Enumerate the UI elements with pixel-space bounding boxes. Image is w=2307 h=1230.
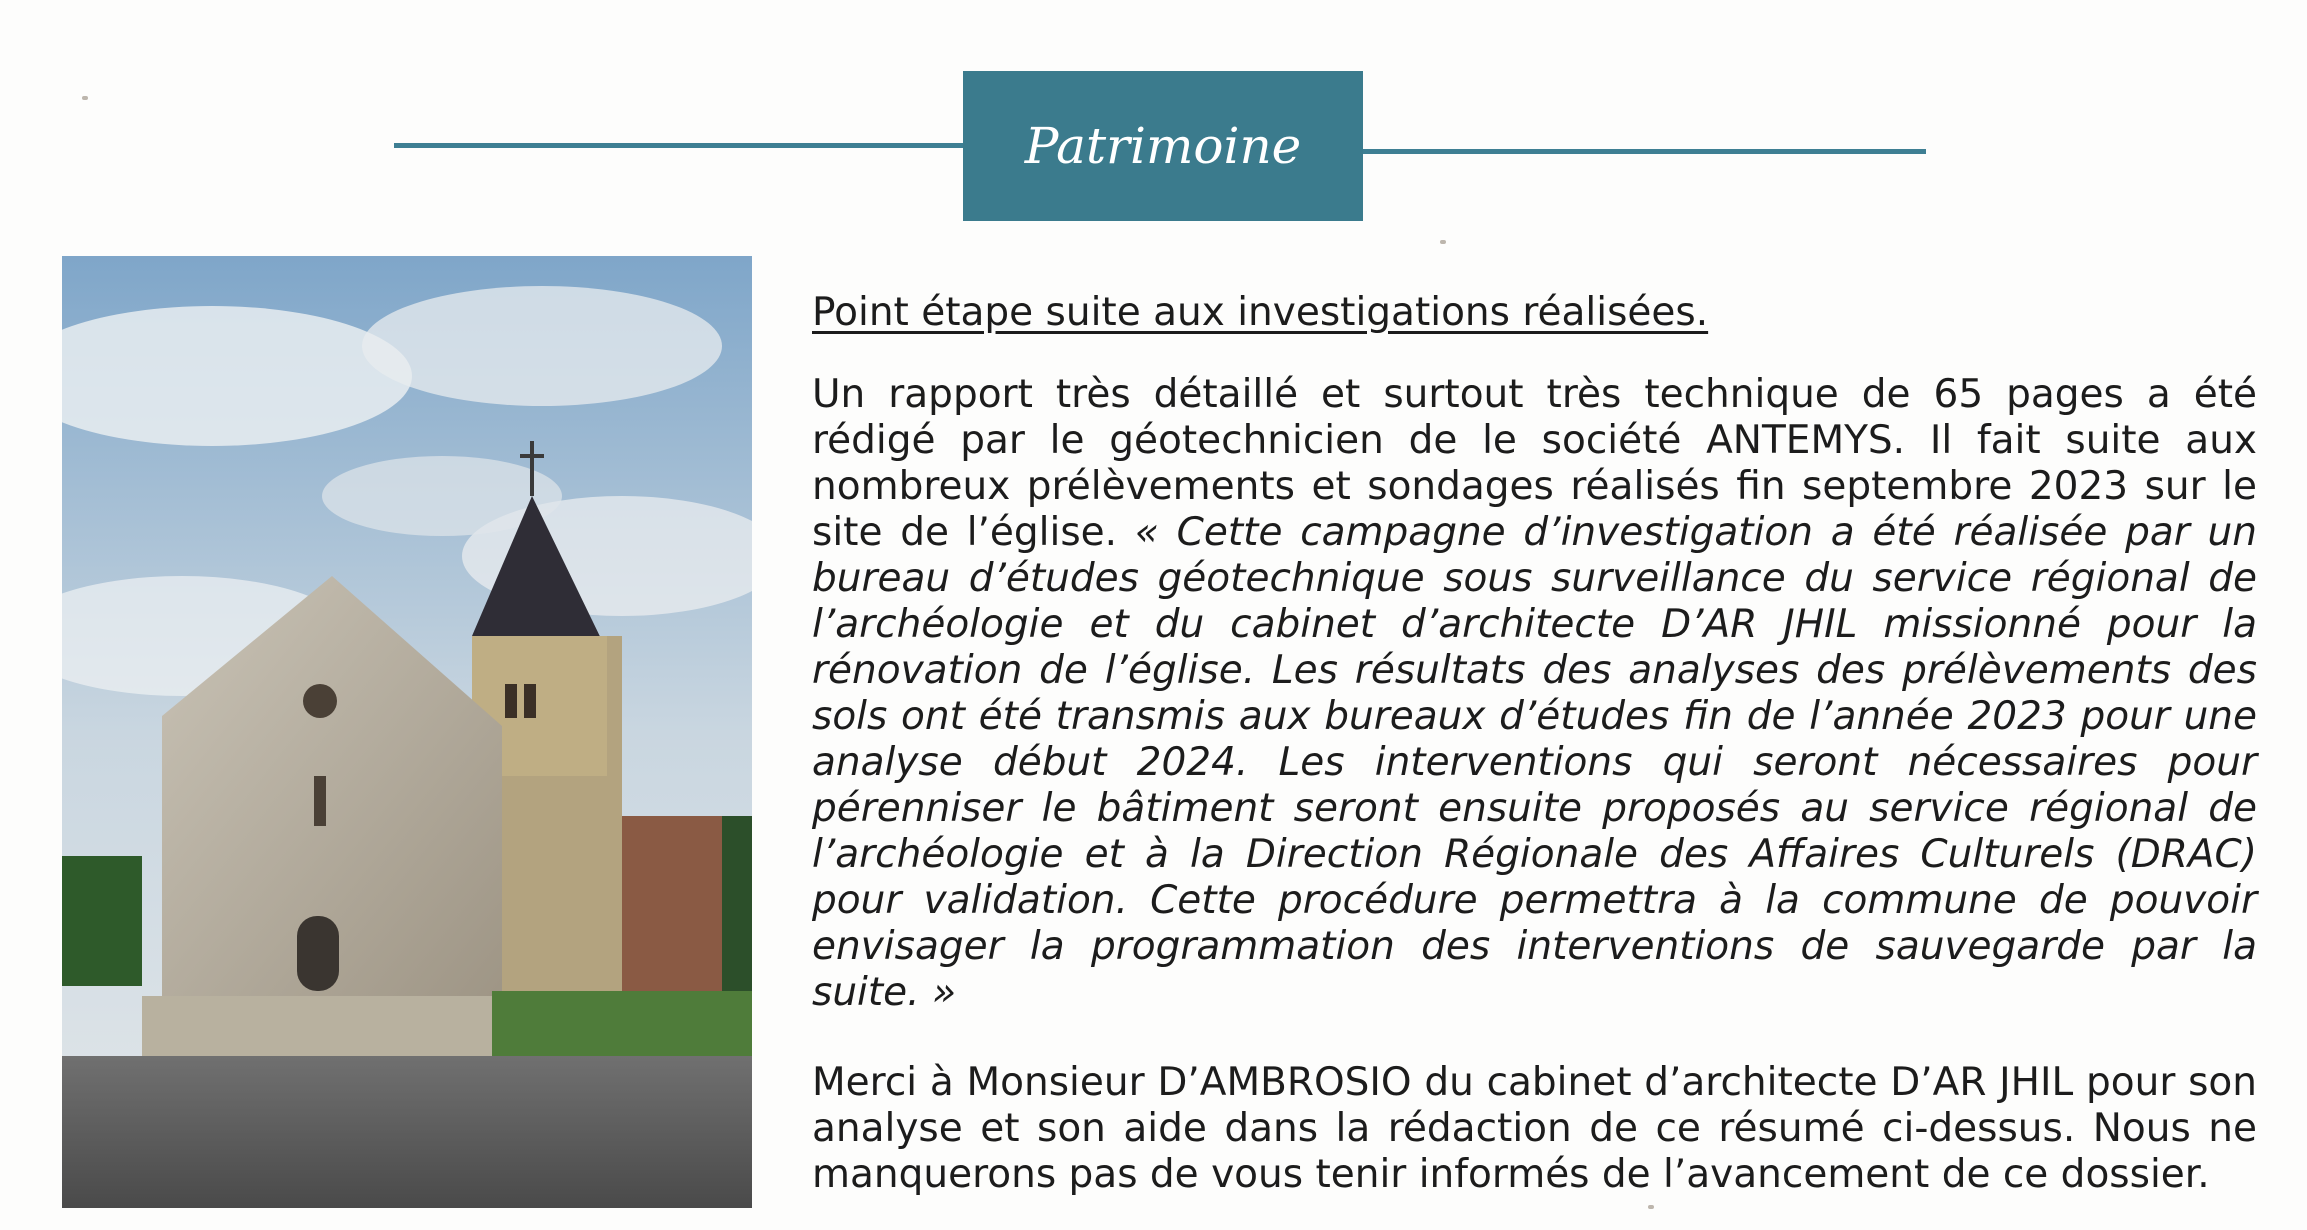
scan-speck xyxy=(1440,240,1446,244)
scan-speck xyxy=(82,96,88,100)
paragraph-1-quote: « Cette campagne d’investigation a été réalisée par un bureau d’études géotechnique sous surveillance du service régional de l’archéologie et du cabinet d’architecte D’AR JHIL missionné pour la rénovation de l’église. Les résultats des analyses des prélèvements des sols ont été transmis aux bureaux d’études fin de l’année 2023 pour une analyse début 2024. Les interventions qui seront nécessaires pour pérenniser le bâtiment seront ensuite proposés au service régional de l’archéologie et à la Direction Régionale des Affaires Culturels (DRAC) pour validation. Cette procédure permettra à la commune de pouvoir envisager la programmation des interventions de sauvegarde par la suite. » xyxy=(812,510,2257,1015)
article-paragraph-1 xyxy=(812,372,2257,1016)
church-photo xyxy=(62,256,752,1208)
article-paragraph-2: Merci à Monsieur D’AMBROSIO du cabinet d’architecte D’AR JHIL pour son analyse et son aide dans la rédaction de ce résumé ci-dessus. Nous ne manquerons pas de vous tenir informés de l’avancement de ce dossier. xyxy=(812,1060,2257,1197)
scan-speck xyxy=(1648,1205,1654,1209)
paragraph-1-intro: Un rapport très détaillé et surtout très technique de 65 pages a été rédigé par le géotechnicien de le société ANTEMYS. Il fait suite aux nombreux prélèvements et sondages réalisés fin septembre 2023 sur le site de l’église. xyxy=(812,372,2257,555)
article-text xyxy=(812,290,2257,1198)
article-heading: Point étape suite aux investigations réalisées. xyxy=(812,290,1709,335)
section-title: Patrimoine xyxy=(1024,117,1302,175)
section-banner xyxy=(963,71,1363,221)
header-rule-left xyxy=(394,143,964,148)
header-rule-right xyxy=(1360,149,1926,154)
